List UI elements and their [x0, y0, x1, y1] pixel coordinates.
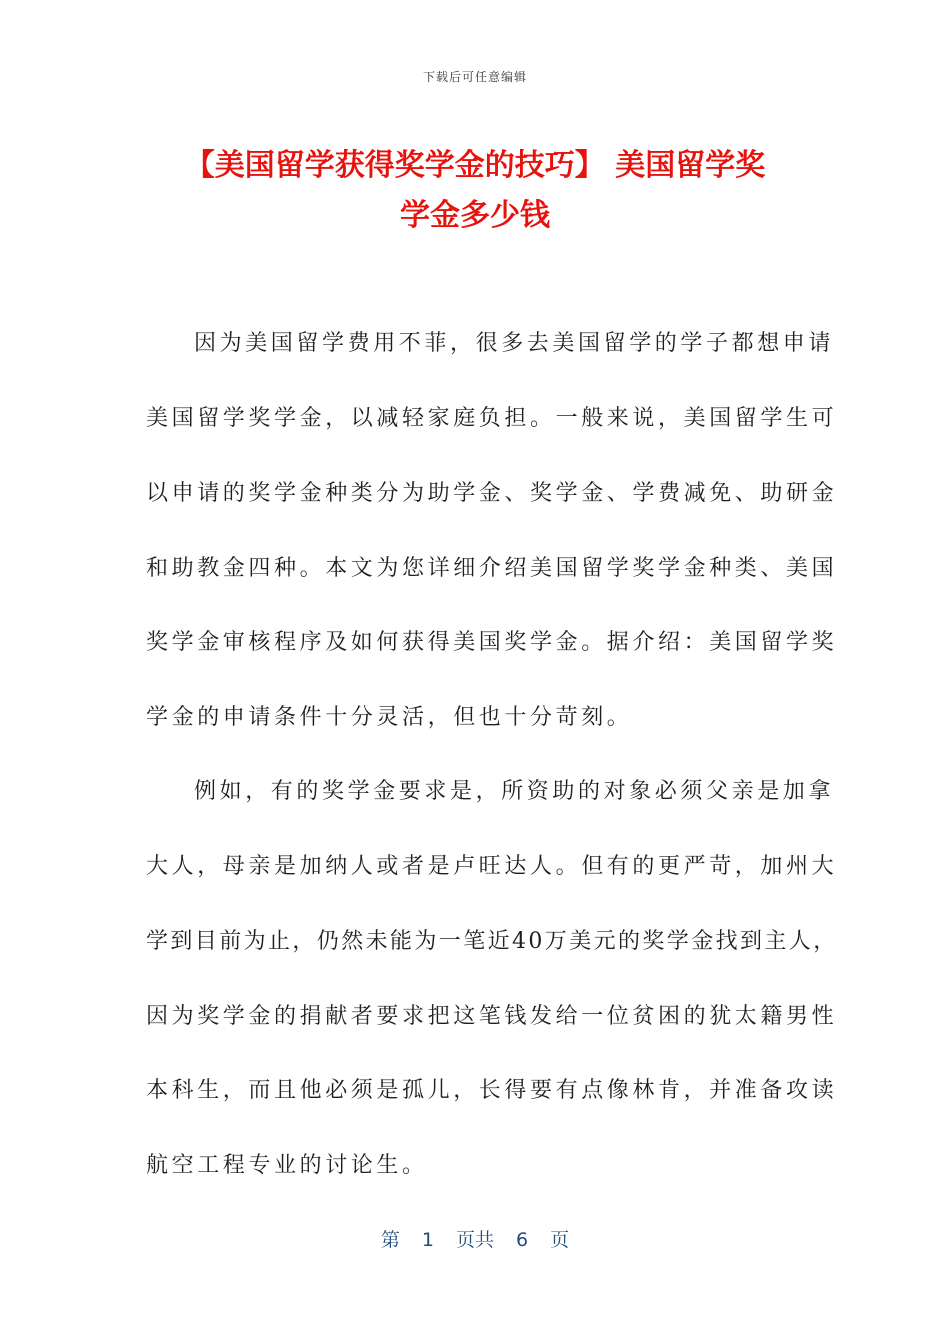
footer-total-pages: 6: [516, 1229, 529, 1251]
footer-suffix: 页: [550, 1229, 570, 1251]
header-note: 下载后可任意编辑: [422, 70, 527, 84]
paragraph-2-line-2: 大人，母亲是加纳人或者是卢旺达人。但有的更严苛，加州大: [146, 854, 838, 879]
footer-page-number: 1: [421, 1229, 434, 1251]
document-title: [140, 141, 810, 241]
footer-prefix: 第: [380, 1229, 400, 1251]
paragraph-2-line-6: 航空工程专业的讨论生。: [146, 1153, 428, 1178]
paragraph-1-line-4: 和助教金四种。本文为您详细介绍美国留学奖学金种类、美国: [146, 556, 838, 581]
paragraph-2-line-4: 因为奖学金的捐献者要求把这笔钱发给一位贫困的犹太籍男性: [146, 1004, 838, 1029]
paragraph-1-line-6: 学金的申请条件十分灵活，但也十分苛刻。: [146, 705, 633, 730]
paragraph-2-line-5: 本科生，而且他必须是孤儿，长得要有点像林肯，并准备攻读: [146, 1078, 838, 1103]
paragraph-1-line-2: 美国留学奖学金，以减轻家庭负担。一般来说，美国留学生可: [146, 406, 838, 431]
paragraph-1-line-5: 奖学金审核程序及如何获得美国奖学金。据介绍：美国留学奖: [146, 630, 838, 655]
paragraph-2-line-3: 学到目前为止，仍然未能为一笔近40万美元的奖学金找到主人，: [146, 929, 838, 954]
paragraph-1-line-3: 以申请的奖学金种类分为助学金、奖学金、学费减免、助研金: [146, 481, 838, 506]
paragraph-1-line-1: 因为美国留学费用不菲，很多去美国留学的学子都想申请: [194, 331, 835, 356]
title-line-2: 学金多少钱: [400, 198, 550, 233]
title-line-1: 【美国留学获得奖学金的技巧】 美国留学奖: [184, 148, 766, 183]
footer-mid: 页共: [455, 1229, 494, 1251]
paragraph-2-line-1: 例如，有的奖学金要求是，所资助的对象必须父亲是加拿: [194, 779, 835, 804]
page-footer: [0, 1225, 950, 1252]
